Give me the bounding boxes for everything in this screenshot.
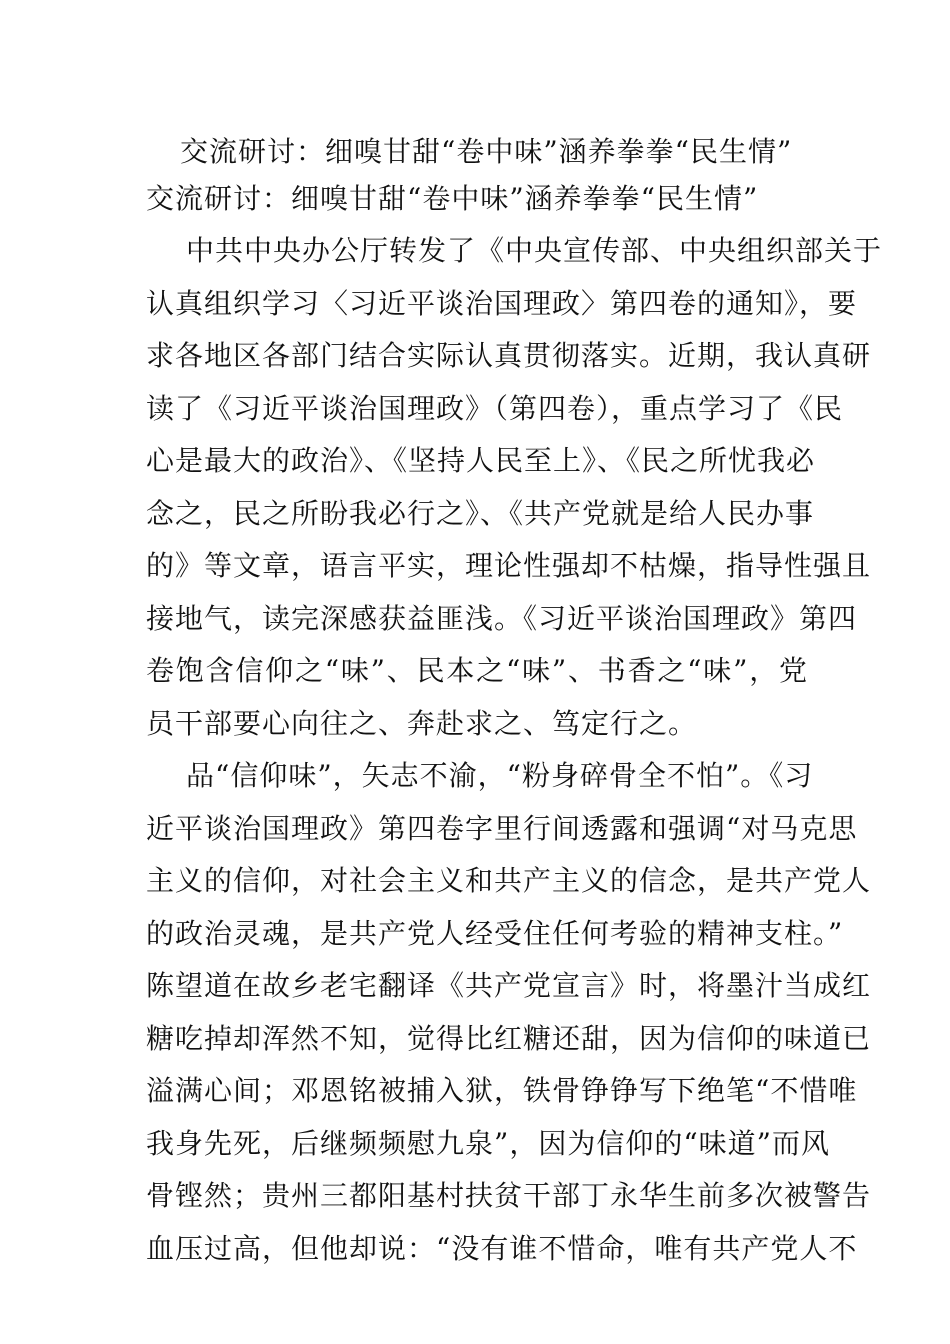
body-line: 血压过高，但他却说：“没有谁不惜命，唯有共产党人不 [146,1231,858,1265]
body-line: 卷饱含信仰之“味”、民本之“味”、书香之“味”，党 [146,654,808,687]
body-line: 陈望道在故乡老宅翻译《共产党宣言》时，将墨汁当成红 [146,969,872,1002]
body-line: 的》等文章，语言平实，理论性强却不枯燥，指导性强且 [146,549,872,582]
document-title: 交流研讨：细嗅甘甜“卷中味”涵养拳拳“民生情” [146,182,759,215]
body-line: 我身先死，后继频频慰九泉”，因为信仰的“味道”而风 [146,1126,830,1160]
body-line: 主义的信仰，对社会主义和共产主义的信念，是共产党人 [146,864,872,897]
body-line: 骨铿然；贵州三都阳基村扶贫干部丁永华生前多次被警告 [146,1179,872,1212]
body-line: 品“信仰味”，矢志不渝，“粉身碎骨全不怕”。《习 [186,759,814,792]
body-line: 溢满心间；邓恩铭被捕入狱，铁骨铮铮写下绝笔“不惜唯 [146,1074,858,1107]
document-body [146,232,883,1282]
body-line: 近平谈治国理政》第四卷字里行间透露和强调“对马克思 [146,811,858,845]
body-line: 中共中央办公厅转发了《中央宣传部、中央组织部关于 [186,234,883,267]
body-line: 念之，民之所盼我必行之》、《共产党就是给人民办事 [146,496,815,530]
body-line: 员干部要心向往之、奔赴求之、笃定行之。 [146,706,698,740]
body-line: 接地气，读完深感获益匪浅。《习近平谈治国理政》第四 [146,601,858,635]
document-title-centered: 交流研讨：细嗅甘甜“卷中味”涵养拳拳“民生情” [180,135,793,168]
body-line: 认真组织学习〈习近平谈治国理政〉第四卷的通知》，要 [146,286,858,320]
body-line: 求各地区各部门结合实际认真贯彻落实。近期，我认真研 [146,339,872,372]
body-line: 糖吃掉却浑然不知，觉得比红糖还甜，因为信仰的味道已 [146,1021,872,1055]
body-line: 心是最大的政治》、《坚持人民至上》、《民之所忧我必 [146,444,816,477]
body-line: 的政治灵魂，是共产党人经受住任何考验的精神支柱。” [146,916,844,950]
body-line: 读了《习近平谈治国理政》（第四卷），重点学习了《民 [146,391,844,425]
